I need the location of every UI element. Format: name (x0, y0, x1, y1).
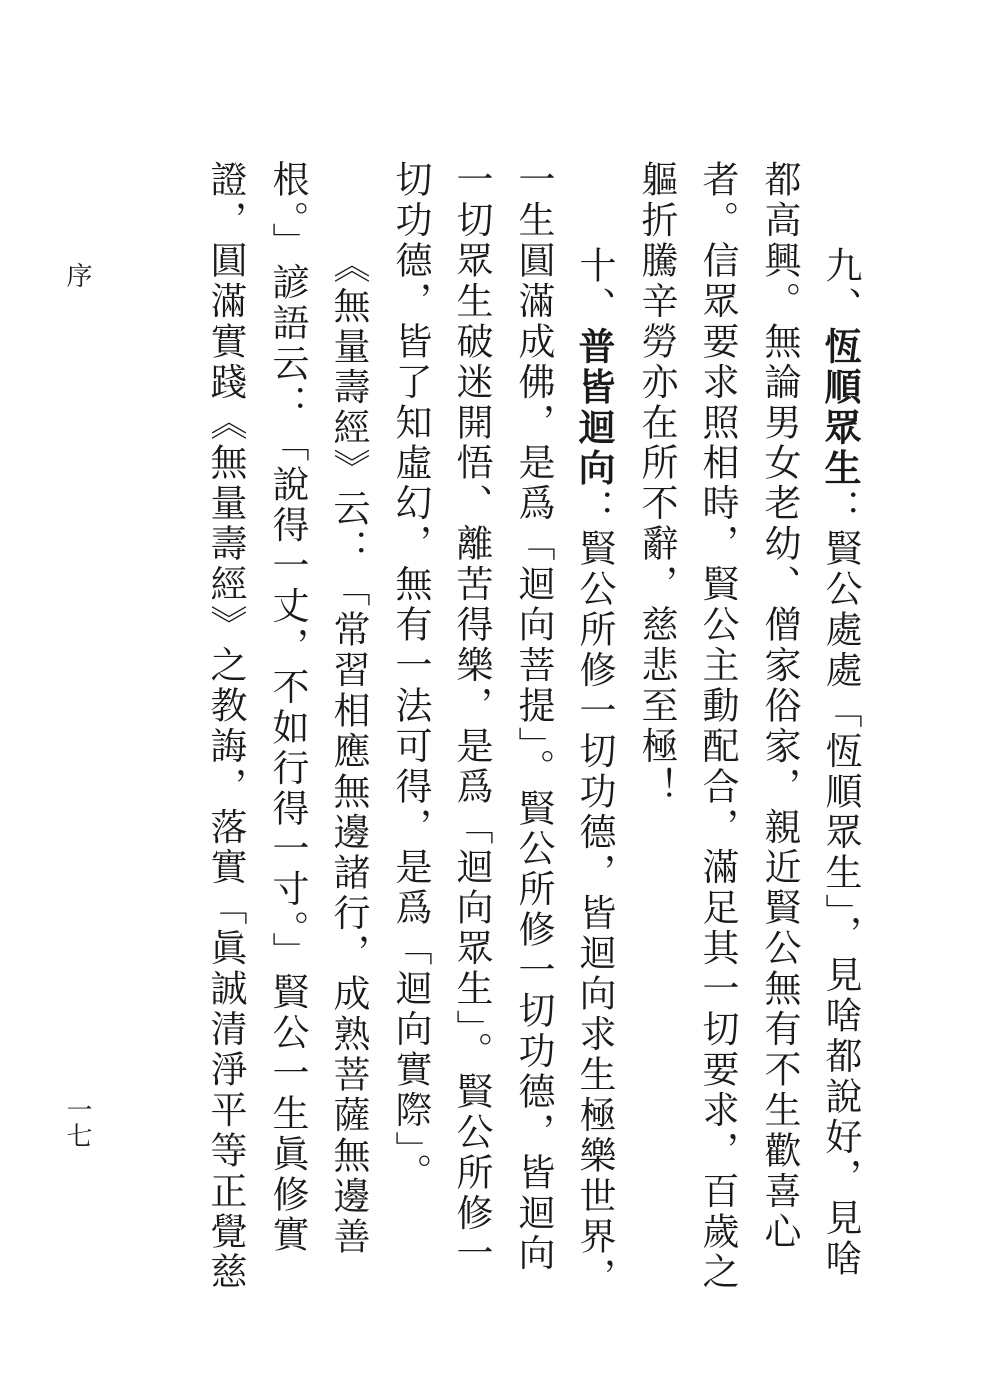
body-text: 一生圓滿成佛，是爲「迴向菩提」。賢公所修一切功德，皆迴向 (512, 160, 555, 1275)
body-text: 一切眾生破迷開悟、離苦得樂，是爲「迴向眾生」。賢公所修一 (450, 160, 493, 1275)
body-text: ：賢公所修一切功德，皆迴向求生極樂世界， (573, 488, 616, 1298)
bold-heading-text: 普皆迴向 (572, 326, 616, 489)
text-column (689, 160, 745, 1293)
page-number: 一七 (62, 1096, 92, 1148)
body-text: 者。信眾要求照相時，賢公主動配合，滿足其一切要求，百歲之 (696, 160, 739, 1293)
body-text: 切功德，皆了知虛幻，無有一法可得，是爲「迴向實際」。 (389, 160, 432, 1194)
section-title: 序 (62, 262, 92, 288)
text-column (628, 160, 684, 807)
body-text: 九、 (819, 246, 862, 327)
body-text: 證，圓滿實踐《無量壽經》之教誨，落實「眞誠清淨平等正覺慈 (204, 160, 247, 1293)
text-column (812, 246, 868, 1279)
body-text: 根。」諺語云：「說得一丈，不如行得一寸。」賢公一生眞修實 (266, 160, 309, 1256)
text-column (443, 160, 499, 1274)
body-text: 《無量壽經》云：「常習相應無邊諸行，成熟菩薩無邊善 (327, 246, 370, 1258)
body-text: ：賢公處處「恆順眾生」，見啥都說好，見啥 (819, 488, 862, 1280)
body-text: 都高興。無論男女老幼、僧家俗家，親近賢公無有不生歡喜心 (758, 160, 801, 1253)
body-text: 十、 (573, 246, 616, 327)
text-column (259, 160, 315, 1256)
text-column (505, 160, 561, 1274)
text-column (751, 160, 807, 1252)
bold-heading-text: 恆順眾生 (818, 326, 862, 489)
text-column (566, 246, 622, 1298)
text-column (197, 160, 253, 1293)
text-column (320, 246, 376, 1257)
text-column (382, 160, 438, 1193)
body-text: 軀折騰辛勞亦在所不辭，慈悲至極！ (635, 160, 678, 808)
